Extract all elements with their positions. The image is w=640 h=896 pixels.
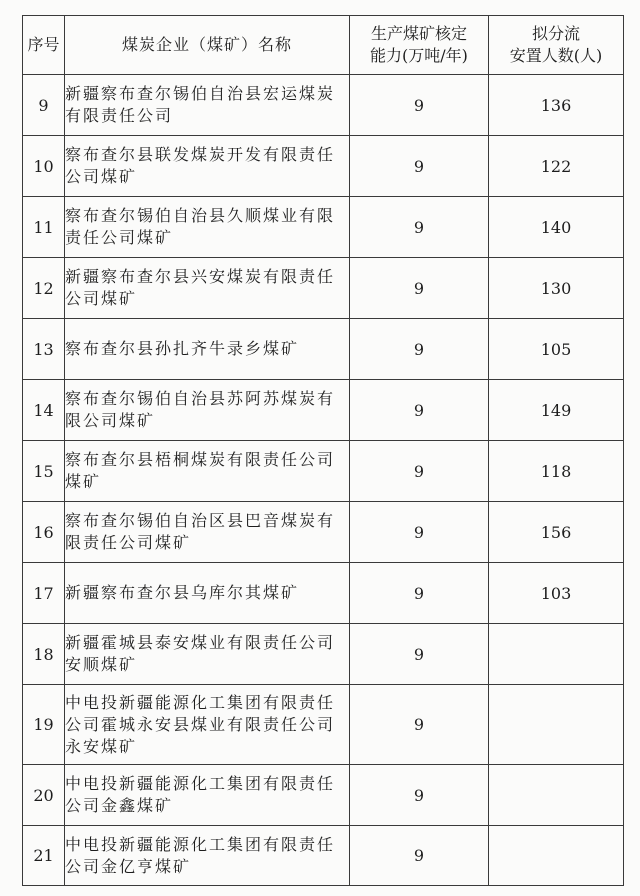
- table-row: [23, 441, 624, 502]
- capacity-value: 9: [350, 441, 489, 502]
- row-number: 17: [23, 563, 65, 624]
- table-row: [23, 136, 624, 197]
- capacity-value: 9: [350, 563, 489, 624]
- row-number: 10: [23, 136, 65, 197]
- staff-value: [489, 826, 624, 886]
- staff-value: 140: [489, 197, 624, 258]
- row-number: 13: [23, 319, 65, 380]
- company-name: 察布查尔锡伯自治区县巴音煤炭有限责任公司煤矿: [65, 502, 350, 563]
- capacity-value: 9: [350, 765, 489, 826]
- header-staff-line1: 拟分流: [531, 24, 580, 43]
- table-row: [23, 75, 624, 136]
- company-name: 新疆霍城县泰安煤业有限责任公司安顺煤矿: [65, 624, 350, 685]
- capacity-value: 9: [350, 319, 489, 380]
- row-number: 14: [23, 380, 65, 441]
- capacity-value: 9: [350, 197, 489, 258]
- table-row: [23, 502, 624, 563]
- table-row: [23, 197, 624, 258]
- capacity-value: 9: [350, 136, 489, 197]
- row-number: 20: [23, 765, 65, 826]
- table-row: [23, 685, 624, 765]
- capacity-value: 9: [350, 502, 489, 563]
- table-row: [23, 258, 624, 319]
- header-row: [23, 16, 624, 75]
- staff-value: 103: [489, 563, 624, 624]
- capacity-value: 9: [350, 624, 489, 685]
- company-name: 察布查尔锡伯自治县苏阿苏煤炭有限公司煤矿: [65, 380, 350, 441]
- table-row: [23, 624, 624, 685]
- row-number: 11: [23, 197, 65, 258]
- company-name: 新疆察布查尔县乌库尔其煤矿: [65, 563, 350, 624]
- staff-value: [489, 765, 624, 826]
- company-name: 新疆察布查尔锡伯自治县宏运煤炭有限责任公司: [65, 75, 350, 136]
- company-name: 新疆察布查尔县兴安煤炭有限责任公司煤矿: [65, 258, 350, 319]
- staff-value: 105: [489, 319, 624, 380]
- header-staff: [489, 16, 624, 75]
- staff-value: 130: [489, 258, 624, 319]
- row-number: 12: [23, 258, 65, 319]
- company-name: 中电投新疆能源化工集团有限责任公司霍城永安县煤业有限责任公司永安煤矿: [65, 685, 350, 765]
- staff-value: 136: [489, 75, 624, 136]
- row-number: 18: [23, 624, 65, 685]
- company-name: 察布查尔县孙扎齐牛录乡煤矿: [65, 319, 350, 380]
- table-row: [23, 765, 624, 826]
- row-number: 16: [23, 502, 65, 563]
- row-number: 19: [23, 685, 65, 765]
- row-number: 9: [23, 75, 65, 136]
- header-no: 序号: [23, 16, 65, 75]
- header-capacity-line1: 生产煤矿核定: [370, 24, 467, 43]
- capacity-value: 9: [350, 685, 489, 765]
- company-name: 察布查尔县联发煤炭开发有限责任公司煤矿: [65, 136, 350, 197]
- staff-value: 118: [489, 441, 624, 502]
- company-name: 中电投新疆能源化工集团有限责任公司金鑫煤矿: [65, 765, 350, 826]
- capacity-value: 9: [350, 380, 489, 441]
- table-row: [23, 563, 624, 624]
- table-row: [23, 826, 624, 886]
- company-name: 中电投新疆能源化工集团有限责任公司金亿亨煤矿: [65, 826, 350, 886]
- row-number: 15: [23, 441, 65, 502]
- staff-value: 122: [489, 136, 624, 197]
- table-row: [23, 380, 624, 441]
- staff-value: 156: [489, 502, 624, 563]
- staff-value: [489, 685, 624, 765]
- header-staff-line2: 安置人数(人): [509, 46, 603, 65]
- header-name: 煤炭企业（煤矿）名称: [65, 16, 350, 75]
- table-row: [23, 319, 624, 380]
- capacity-value: 9: [350, 75, 489, 136]
- company-name: 察布查尔锡伯自治县久顺煤业有限责任公司煤矿: [65, 197, 350, 258]
- capacity-value: 9: [350, 826, 489, 886]
- staff-value: 149: [489, 380, 624, 441]
- company-name: 察布查尔县梧桐煤炭有限责任公司煤矿: [65, 441, 350, 502]
- coal-mine-table: [22, 15, 624, 886]
- header-capacity-line2: 能力(万吨/年): [370, 46, 468, 65]
- capacity-value: 9: [350, 258, 489, 319]
- row-number: 21: [23, 826, 65, 886]
- header-capacity: [350, 16, 489, 75]
- staff-value: [489, 624, 624, 685]
